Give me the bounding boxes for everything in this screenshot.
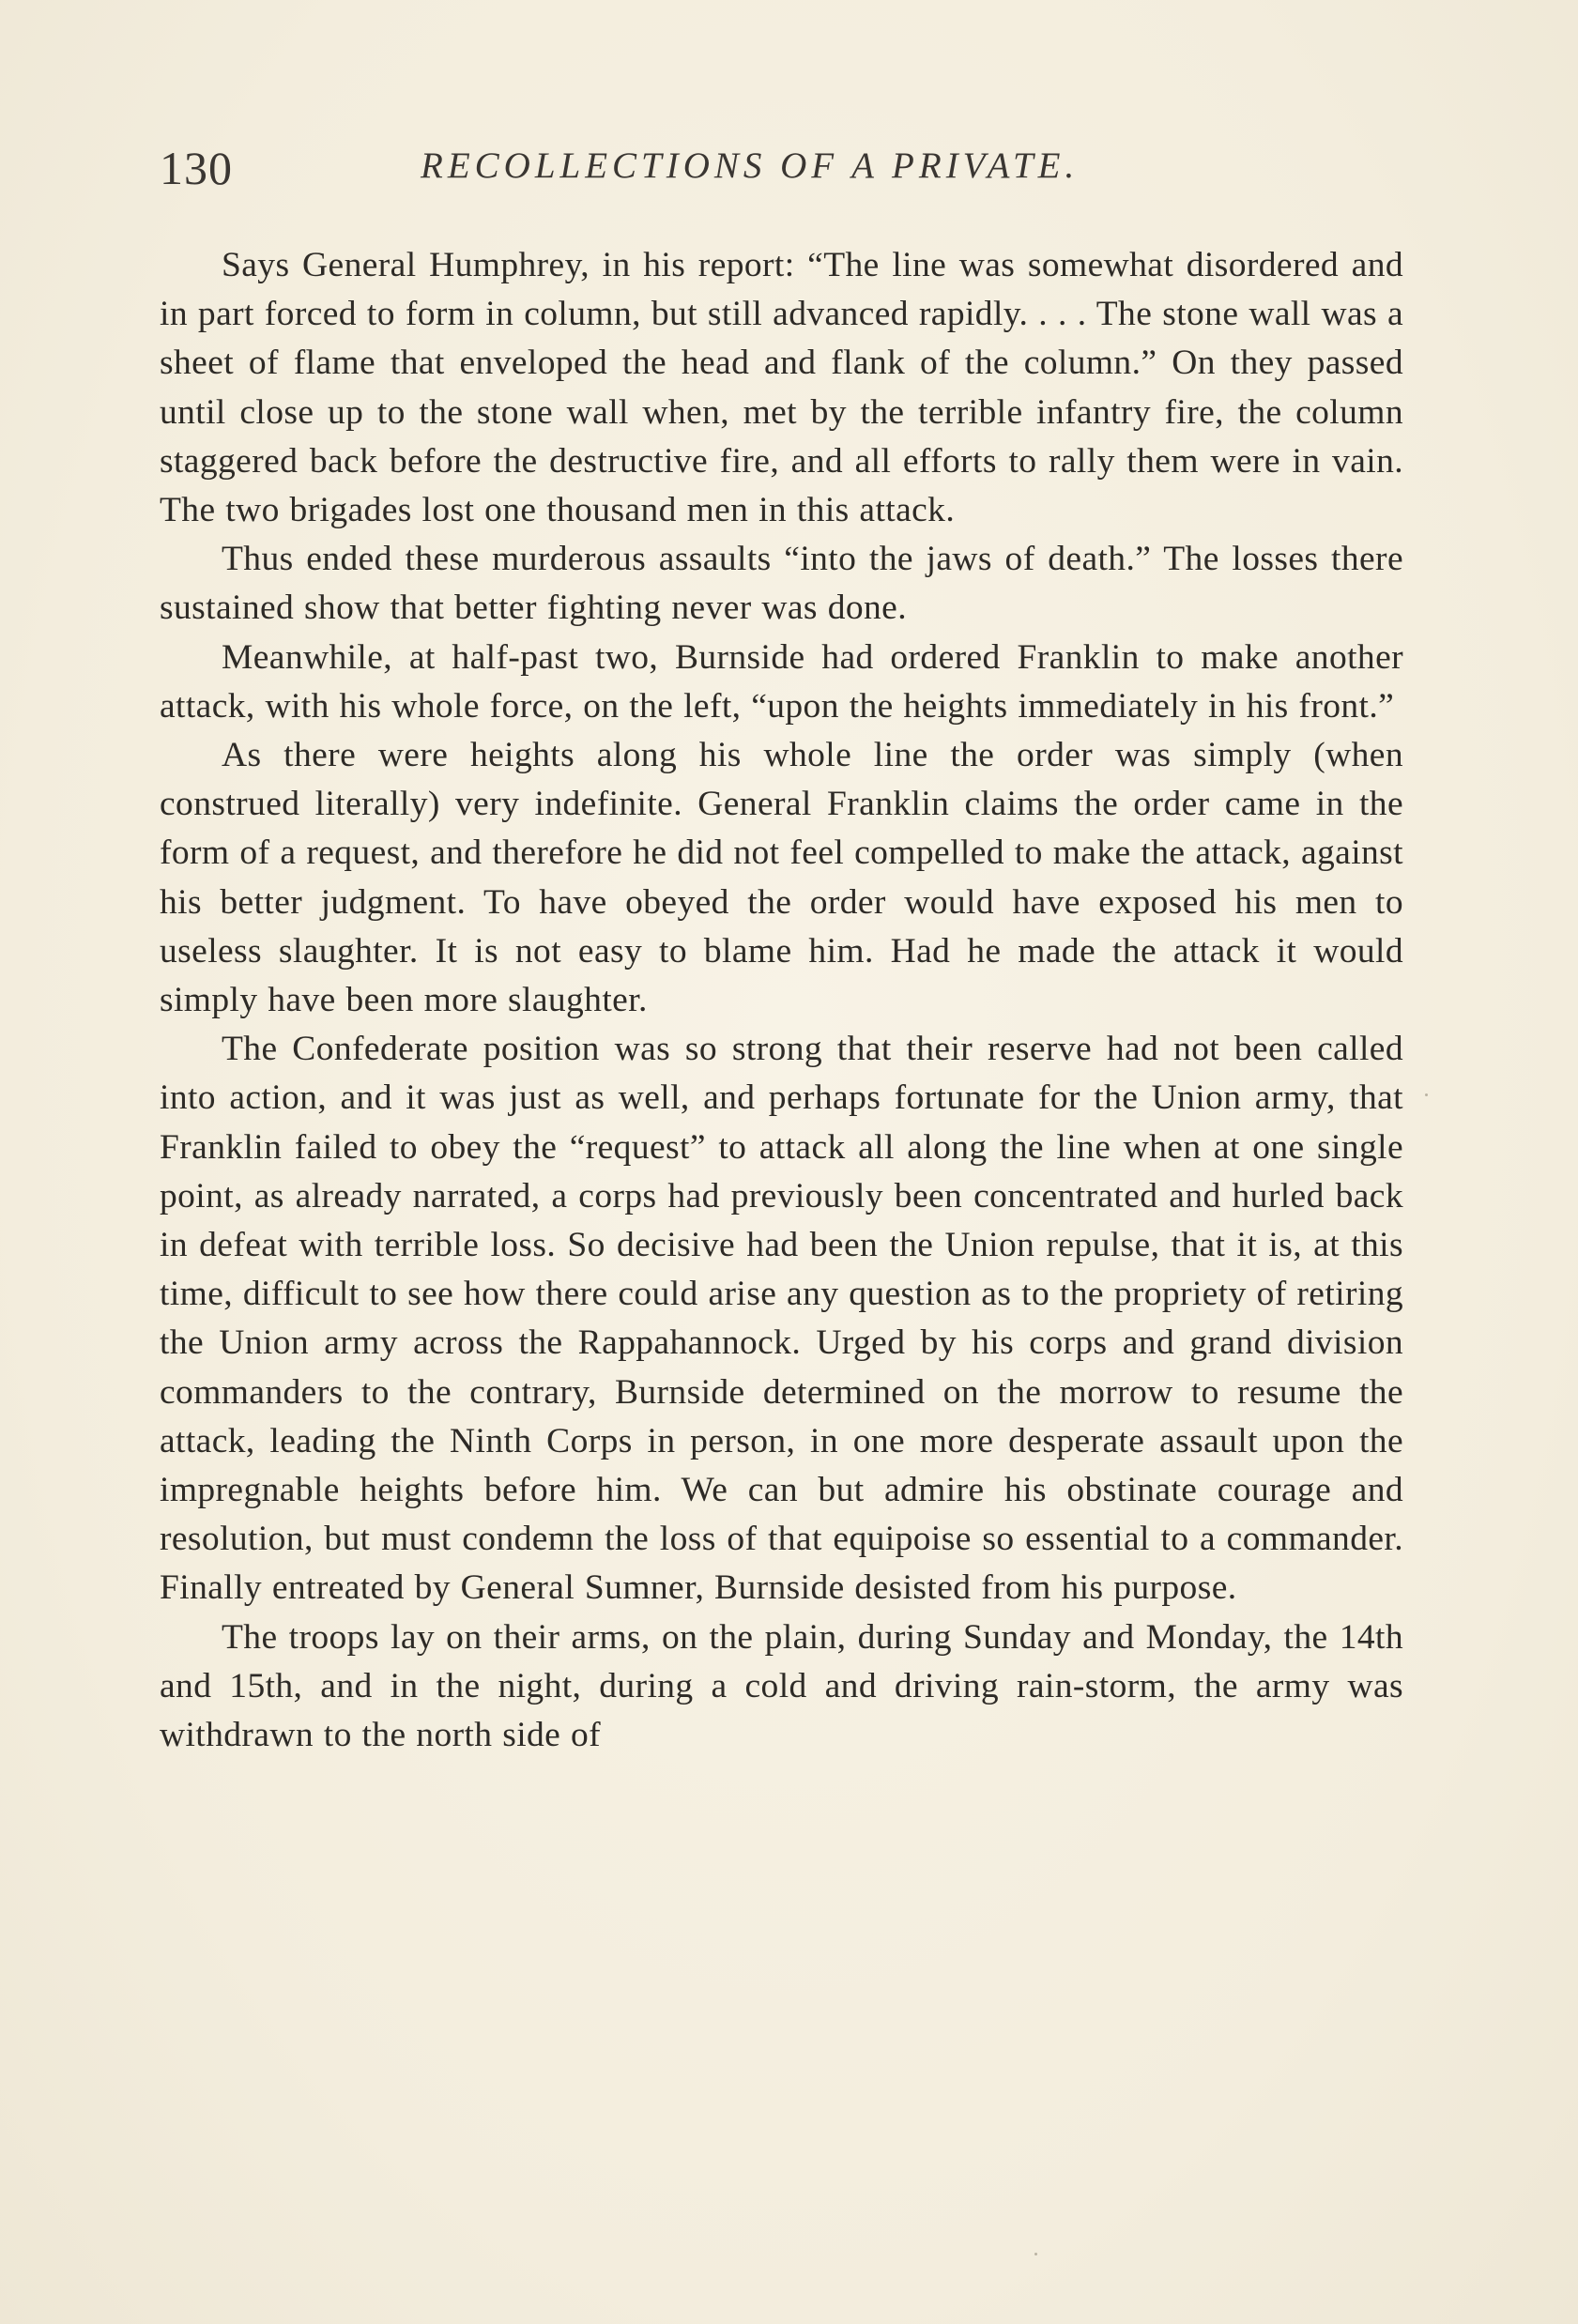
paragraph-humphrey-report: Says General Humphrey, in his report: “The line was somewhat disordered and in part forced to form in column, but still advanced rapidly. . . . The stone wall was a sheet of flame that enveloped the head and flank of the column.” On they passed until close up to the stone wall when, met by the terrible infantry fire, the column staggered back before the destructive fire, and all efforts to rally them were in vain. The two brigades lost one thousand men in this attack. <box>160 246 1403 530</box>
paper-speck <box>1034 2253 1037 2255</box>
paragraph-franklin-ordered: Meanwhile, at half-past two, Burnside had ordered Franklin to make another attack, with his whole force, on the left, “upon the heights immediately in his front.” <box>160 637 1403 726</box>
paragraph-murderous-assaults: Thus ended these murderous assaults “into the jaws of death.” The losses there sustained show that better fighting never was done. <box>160 540 1403 628</box>
page-header <box>160 141 1408 197</box>
paragraph-troops-withdrawn: The troops lay on their arms, on the plain, during Sunday and Monday, the 14th and 15th, and in the night, during a cold and driving rain-storm, the army was withdrawn to the north side of <box>160 1617 1403 1755</box>
paragraph-order-indefinite: As there were heights along his whole line the order was simply (when construed literally) very indefinite. General Franklin claims the order came in the form of a request, and therefore he did not feel compelled to make the attack, against his better judgment. To have obeyed the order would have exposed his men to useless slaughter. It is not easy to blame him. Had he made the attack it would simply have been more slaughter. <box>160 736 1403 1020</box>
body-text <box>160 241 1403 1760</box>
page-number: 130 <box>160 142 233 194</box>
running-title: RECOLLECTIONS OF A PRIVATE. <box>421 145 1080 186</box>
paragraph-confederate-position: The Confederate position was so strong that their reserve had not been called into action, and it was just as well, and perhaps fortunate for the Union army, that Franklin failed to obey the “request” to attack all along the line when at one single point, as already narrated, a corps had previously been concentrated and hurled back in defeat with terrible loss. So decisive had been the Union repulse, that it is, at this time, difficult to see how there could arise any question as to the propriety of retiring the Union army across the Rappahannock. Urged by his corps and grand division commanders to the contrary, Burnside determined on the morrow to resume the attack, leading the Ninth Corps in person, in one more desperate assault upon the impregnable heights before him. We can but admire his obstinate courage and resolution, but must condemn the loss of that equipoise so essential to a commander. Finally entreated by General Sumner, Burnside desisted from his purpose. <box>160 1030 1403 1608</box>
paper-speck <box>1425 1093 1428 1096</box>
